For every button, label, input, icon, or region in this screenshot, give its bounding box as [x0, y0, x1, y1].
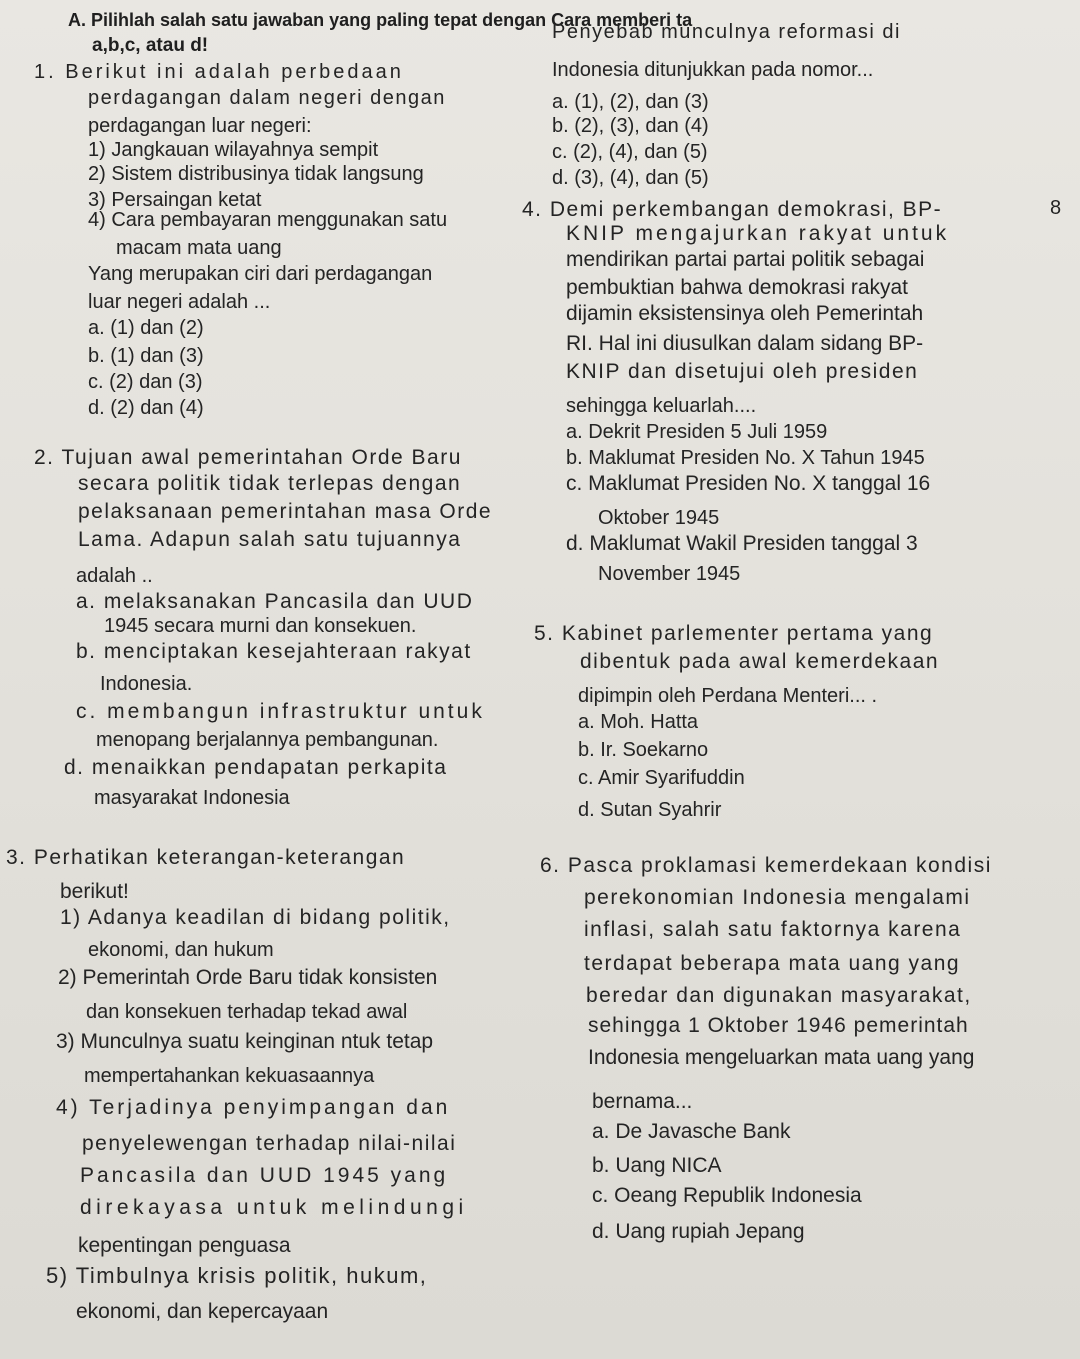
q3-stem-2: berikut! [60, 880, 129, 903]
q6-stem-8: bernama... [592, 1090, 693, 1113]
q3-question-2: Indonesia ditunjukkan pada nomor... [552, 59, 874, 81]
q2-stem-3: pelaksanaan pemerintahan masa Orde [78, 500, 493, 523]
q4-option-d[interactable]: d. Maklumat Wakil Presiden tanggal 3 [566, 532, 918, 555]
q2-option-c[interactable]: c. membangun infrastruktur untuk [76, 700, 485, 723]
q2-option-c-cont: menopang berjalannya pembangunan. [96, 729, 439, 751]
q4-option-d-cont: November 1945 [598, 563, 741, 585]
q3-item-4-cont-3: direkayasa untuk melindungi [80, 1196, 468, 1219]
q3-item-4-cont-1: penyelewengan terhadap nilai-nilai [82, 1132, 457, 1155]
q4-stem-1: 4. Demi perkembangan demokrasi, BP- [522, 198, 943, 221]
q6-option-d[interactable]: d. Uang rupiah Jepang [592, 1220, 805, 1243]
q4-stem-3: mendirikan partai partai politik sebagai [566, 248, 925, 271]
q2-stem-1: 2. Tujuan awal pemerintahan Orde Baru [34, 446, 462, 469]
q2-option-d[interactable]: d. menaikkan pendapatan perkapita [64, 756, 448, 779]
q3-item-3: 3) Munculnya suatu keinginan ntuk tetap [56, 1030, 434, 1053]
q1-option-d[interactable]: d. (2) dan (4) [88, 397, 204, 419]
q3-item-1-cont: ekonomi, dan hukum [88, 939, 274, 961]
q4-stem-5: dijamin eksistensinya oleh Pemerintah [566, 302, 924, 325]
q6-stem-2: perekonomian Indonesia mengalami [584, 886, 971, 909]
q3-item-3-cont: mempertahankan kekuasaannya [84, 1065, 375, 1087]
q6-stem-5: beredar dan digunakan masyarakat, [586, 984, 972, 1007]
q3-item-4-cont-2: Pancasila dan UUD 1945 yang [80, 1164, 449, 1187]
q3-option-d[interactable]: d. (3), (4), dan (5) [552, 167, 709, 189]
q1-stem-1: 1. Berikut ini adalah perbedaan [34, 61, 404, 83]
q2-option-b-cont: Indonesia. [100, 673, 193, 695]
q6-stem-6: sehingga 1 Oktober 1946 pemerintah [588, 1014, 969, 1037]
edge-page-mark: 8 [1050, 197, 1062, 219]
q4-option-a[interactable]: a. Dekrit Presiden 5 Juli 1959 [566, 421, 828, 443]
q1-stem-3: perdagangan luar negeri: [88, 115, 312, 137]
q6-stem-3: inflasi, salah satu faktornya karena [584, 918, 962, 941]
q5-option-a[interactable]: a. Moh. Hatta [578, 711, 699, 733]
q3-option-a[interactable]: a. (1), (2), dan (3) [552, 91, 709, 113]
instruction-line-2: a,b,c, atau d! [92, 35, 209, 56]
instruction-line-1: A. Pilihlah salah satu jawaban yang paling tepat dengan Cara memberi ta [68, 10, 693, 30]
q4-stem-6: RI. Hal ini diusulkan dalam sidang BP- [566, 332, 924, 355]
q3-question-1: Penyebab munculnya reformasi di [552, 21, 901, 43]
q1-item-1: 1) Jangkauan wilayahnya sempit [88, 139, 379, 161]
q3-option-b[interactable]: b. (2), (3), dan (4) [552, 115, 709, 137]
q5-option-d[interactable]: d. Sutan Syahrir [578, 799, 722, 821]
q1-stem-2: perdagangan dalam negeri dengan [88, 87, 446, 109]
q1-question-1: Yang merupakan ciri dari perdagangan [88, 263, 433, 285]
q6-stem-4: terdapat beberapa mata uang yang [584, 952, 961, 975]
q5-stem-2: dibentuk pada awal kemerdekaan [580, 650, 940, 673]
q4-stem-8: sehingga keluarlah.... [566, 395, 757, 417]
q3-item-2-cont: dan konsekuen terhadap tekad awal [86, 1001, 408, 1023]
q1-option-a[interactable]: a. (1) dan (2) [88, 317, 204, 339]
q2-stem-2: secara politik tidak terlepas dengan [78, 472, 462, 495]
q1-item-2: 2) Sistem distribusinya tidak langsung [88, 163, 424, 185]
q3-item-5: 5) Timbulnya krisis politik, hukum, [46, 1263, 428, 1288]
q2-option-b[interactable]: b. menciptakan kesejahteraan rakyat [76, 640, 472, 663]
q2-option-d-cont: masyarakat Indonesia [94, 787, 290, 809]
q6-option-b[interactable]: b. Uang NICA [592, 1154, 722, 1177]
q2-option-a-cont: 1945 secara murni dan konsekuen. [104, 615, 417, 637]
q5-option-c[interactable]: c. Amir Syarifuddin [578, 767, 745, 789]
q4-option-c-cont: Oktober 1945 [598, 507, 720, 529]
q2-stem-5: adalah .. [76, 565, 153, 587]
q3-stem-1: 3. Perhatikan keterangan-keterangan [6, 846, 406, 869]
q6-option-c[interactable]: c. Oeang Republik Indonesia [592, 1184, 862, 1207]
q1-item-4-cont: macam mata uang [116, 237, 282, 259]
q1-option-c[interactable]: c. (2) dan (3) [88, 371, 203, 393]
q2-option-a[interactable]: a. melaksanakan Pancasila dan UUD [76, 590, 474, 613]
q3-item-5-cont: ekonomi, dan kepercayaan [76, 1300, 329, 1323]
q3-item-4: 4) Terjadinya penyimpangan dan [56, 1096, 451, 1119]
q3-option-c[interactable]: c. (2), (4), dan (5) [552, 141, 708, 163]
q6-stem-1: 6. Pasca proklamasi kemerdekaan kondisi [540, 854, 992, 877]
q6-option-a[interactable]: a. De Javasche Bank [592, 1120, 791, 1143]
q4-stem-7: KNIP dan disetujui oleh presiden [566, 360, 919, 383]
q4-stem-2: KNIP mengajurkan rakyat untuk [566, 222, 950, 245]
q3-item-2: 2) Pemerintah Orde Baru tidak konsisten [58, 966, 438, 989]
q1-item-3: 3) Persaingan ketat [88, 189, 262, 211]
q6-stem-7: Indonesia mengeluarkan mata uang yang [588, 1046, 975, 1069]
q5-stem-3: dipimpin oleh Perdana Menteri... . [578, 685, 878, 707]
q2-stem-4: Lama. Adapun salah satu tujuannya [78, 528, 462, 551]
q5-stem-1: 5. Kabinet parlementer pertama yang [534, 622, 934, 645]
q5-option-b[interactable]: b. Ir. Soekarno [578, 739, 709, 761]
q4-option-b[interactable]: b. Maklumat Presiden No. X Tahun 1945 [566, 447, 925, 469]
q3-item-4-cont-4: kepentingan penguasa [78, 1234, 291, 1257]
q4-stem-4: pembuktian bahwa demokrasi rakyat [566, 276, 909, 299]
q3-item-1: 1) Adanya keadilan di bidang politik, [60, 906, 451, 929]
q4-option-c[interactable]: c. Maklumat Presiden No. X tanggal 16 [566, 472, 931, 495]
q1-item-4: 4) Cara pembayaran menggunakan satu [88, 209, 448, 231]
q1-question-2: luar negeri adalah ... [88, 291, 271, 313]
q1-option-b[interactable]: b. (1) dan (3) [88, 345, 204, 367]
